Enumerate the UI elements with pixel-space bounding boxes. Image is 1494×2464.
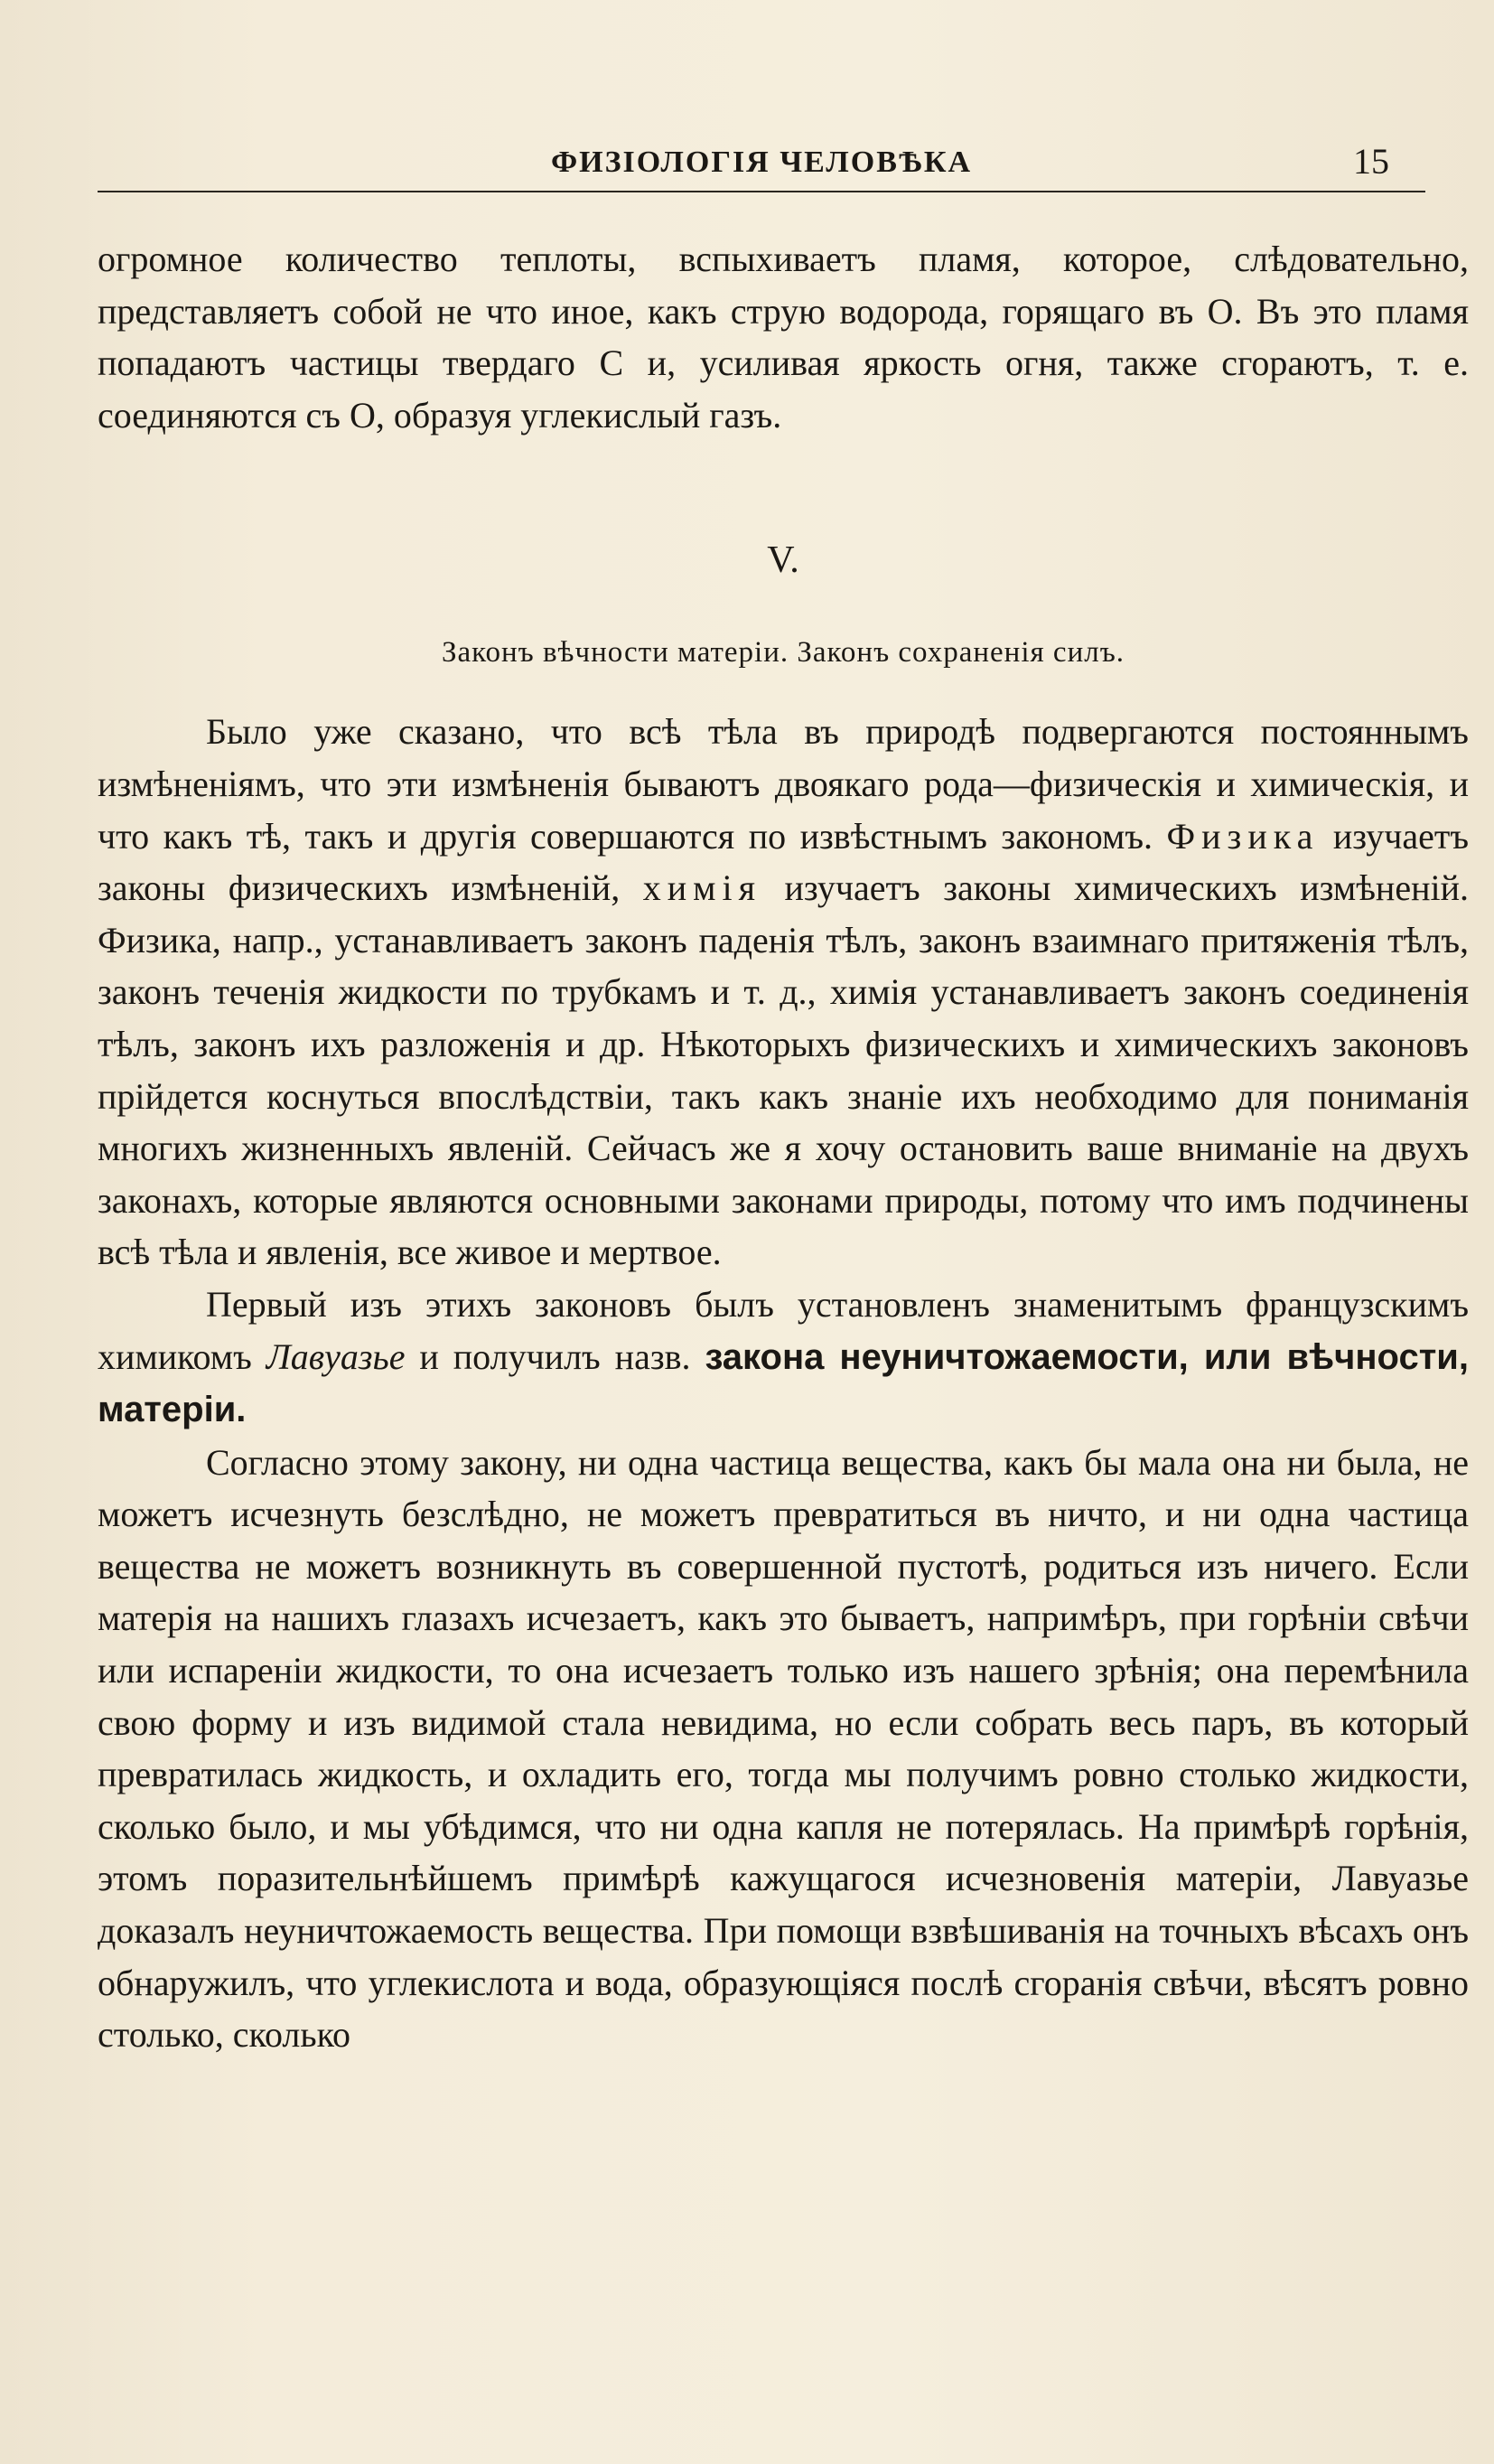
- running-title: ФИЗІОЛОГІЯ ЧЕЛОВѢКА: [550, 145, 973, 179]
- paragraph-conservation-of-matter: Согласно этому закону, ни одна частица вещества, какъ бы мала она ни была, не можетъ исчезнуть безслѣдно, не можетъ превратиться въ ничто, и ни одна частица вещества не можетъ возникнуть въ совершенной пустотѣ, родиться изъ ничего. Если матерія на нашихъ глазахъ исчезаетъ, какъ это бываетъ, напримѣръ, при горѣніи свѣчи или испареніи жидкости, то она исчезаетъ только изъ нашего зрѣнія; она перемѣнила свою форму и изъ видимой стала невидима, но если собрать весь паръ, въ который превратилась жидкость, и охладить его, тогда мы получимъ ровно столько жидкости, сколько было, и мы убѣдимся, что ни одна капля не потерялась. На примѣрѣ горѣнія, этомъ поразительнѣйшемъ примѣрѣ кажущагося исчезновенія матеріи, Лавуазье доказалъ неуничтожаемость вещества. При помощи взвѣшиванія на точныхъ вѣсахъ онъ обнаружилъ, что углекислота и вода, образующіяся послѣ сгоранія свѣчи, вѣсятъ ровно столько, сколько: [98, 1441, 1469, 2056]
- law-name: закона неуничтожаемости, или вѣчности, матеріи.: [98, 1336, 1469, 1430]
- paragraph-lavoisier: [98, 1279, 1469, 1437]
- paragraph-text: Было уже сказано, что всѣ тѣла въ природѣ подвергаются постояннымъ измѣненіямъ, что эти измѣненія бываютъ двоякаго рода—физическія и химическія, и что какъ тѣ, такъ и другія совершаются по извѣстнымъ закономъ.: [98, 711, 1469, 857]
- term-physics: Физика: [1166, 815, 1320, 857]
- carryover-paragraph: огромное количество теплоты, вспыхиваетъ пламя, которое, слѣдовательно, представляетъ собой не что иное, какъ струю водорода, горящаго въ O. Въ это пламя попадаютъ частицы твердаго C и, усиливая яркость огня, также сгораютъ, т. е. соединяются съ O, образуя углекислый газъ.: [98, 239, 1469, 436]
- page-number: 15: [1353, 141, 1389, 182]
- paragraph-text: и получилъ назв.: [405, 1335, 705, 1377]
- paragraph-text: изучаетъ законы физическихъ измѣненій,: [98, 815, 1470, 909]
- chapter-number: V.: [767, 539, 799, 582]
- name-lavoisier: Лавуазье: [266, 1335, 406, 1377]
- chapter-title: Законъ вѣчности матеріи. Законъ сохраненія силъ.: [441, 636, 1125, 670]
- running-header: [98, 140, 1425, 192]
- page-body: [98, 233, 1469, 2061]
- paragraph-laws-of-nature: [98, 706, 1469, 1279]
- term-chemistry: химія: [642, 867, 761, 909]
- paragraph-text: изучаетъ законы химическихъ измѣненій. Физика, напр., устанавливаетъ законъ паденія тѣлъ, законъ взаимнаго притяженія тѣлъ, законъ теченія жидкости по трубкамъ и т. д., химія устанавливаетъ законъ соединенія тѣлъ, законъ ихъ разложенія и др. Нѣкоторыхъ физическихъ и химическихъ законовъ прійдется коснуться впослѣдствіи, такъ какъ знаніе ихъ необходимо для пониманія многихъ жизненныхъ явленій. Сейчасъ же я хочу остановить ваше вниманіе на двухъ законахъ, которые являются основными законами природы, потому что имъ подчинены всѣ тѣла и явленія, все живое и мертвое.: [98, 867, 1469, 1273]
- paragraph-text: Первый изъ этихъ законовъ былъ установленъ знаменитымъ французскимъ химикомъ: [98, 1283, 1469, 1377]
